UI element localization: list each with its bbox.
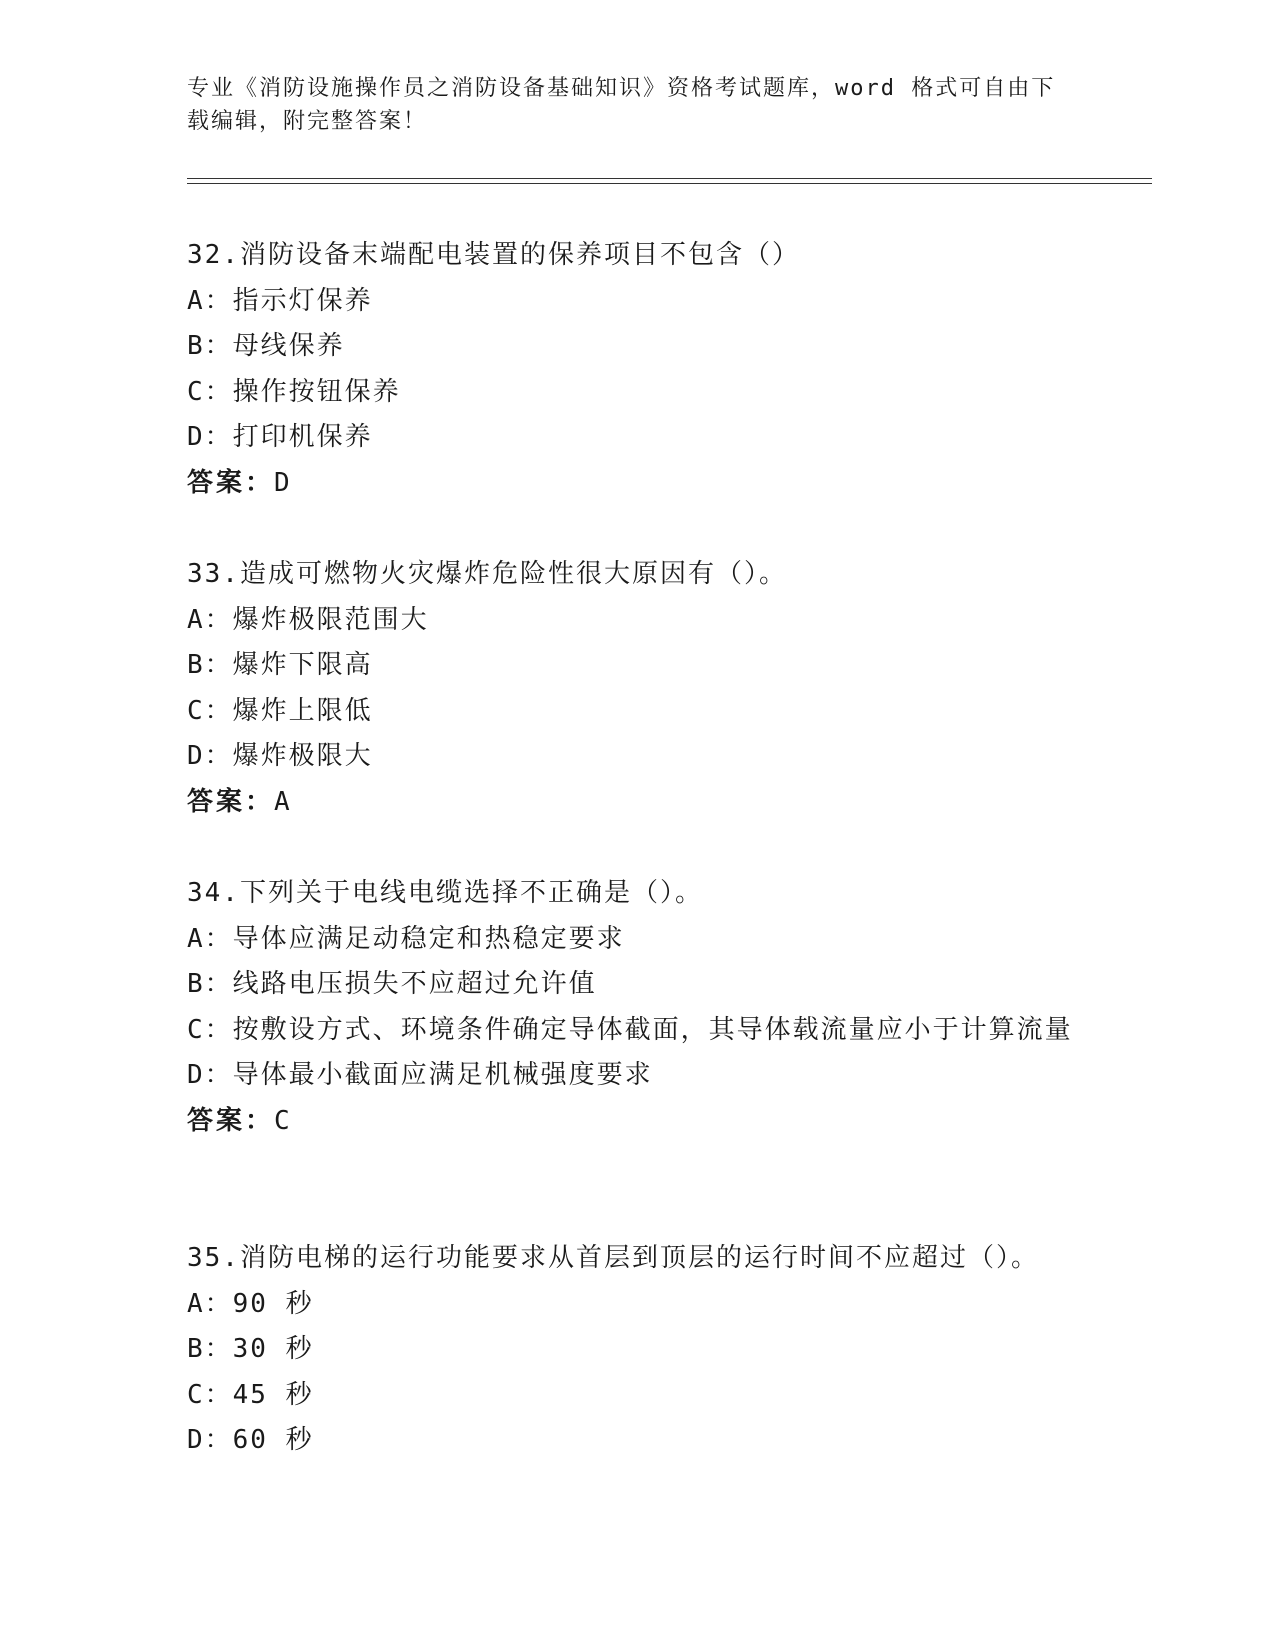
option-b: B：线路电压损失不应超过允许值 — [187, 969, 597, 999]
document-header: 专业《消防设施操作员之消防设备基础知识》资格考试题库，word 格式可自由下载编辑，附完整答案！ — [187, 76, 1056, 134]
question-stem: 32.消防设备末端配电装置的保养项目不包含（） — [187, 240, 800, 270]
answer-label: 答案： — [187, 1105, 275, 1136]
option-d: D：60 秒 — [187, 1425, 314, 1455]
answer-value: A — [274, 786, 293, 817]
option-c: C：操作按钮保养 — [187, 376, 401, 407]
answer-line — [187, 461, 1087, 507]
question-stem: 33.造成可燃物火灾爆炸危险性很大原因有（）。 — [187, 559, 787, 589]
option-b: B：30 秒 — [187, 1334, 314, 1364]
header-divider-bottom — [187, 183, 1152, 184]
answer-label: 答案： — [187, 467, 275, 498]
option-d: D：爆炸极限大 — [187, 741, 373, 771]
option-a: A：90 秒 — [187, 1288, 314, 1319]
question-35 — [187, 1236, 1087, 1464]
question-34 — [187, 871, 1087, 1144]
option-a: A：指示灯保养 — [187, 285, 373, 316]
option-d: D：导体最小截面应满足机械强度要求 — [187, 1060, 653, 1090]
answer-value: C — [274, 1105, 293, 1136]
answer-label: 答案： — [187, 786, 275, 817]
option-c: C：按敷设方式、环境条件确定导体截面，其导体载流量应小于计算流量 — [187, 1014, 1073, 1045]
question-32 — [187, 233, 1087, 506]
answer-value: D — [274, 467, 293, 498]
answer-line — [187, 1099, 1087, 1145]
header-divider-top — [187, 178, 1152, 179]
option-a: A：爆炸极限范围大 — [187, 604, 429, 635]
option-b: B：母线保养 — [187, 331, 345, 361]
question-stem: 34.下列关于电线电缆选择不正确是（）。 — [187, 878, 703, 908]
option-d: D：打印机保养 — [187, 422, 373, 452]
question-stem: 35.消防电梯的运行功能要求从首层到顶层的运行时间不应超过（）。 — [187, 1243, 1039, 1273]
option-c: C：爆炸上限低 — [187, 695, 373, 726]
question-33 — [187, 552, 1087, 825]
answer-line — [187, 780, 1087, 826]
option-c: C：45 秒 — [187, 1379, 314, 1410]
option-b: B：爆炸下限高 — [187, 650, 373, 680]
option-a: A：导体应满足动稳定和热稳定要求 — [187, 923, 625, 954]
